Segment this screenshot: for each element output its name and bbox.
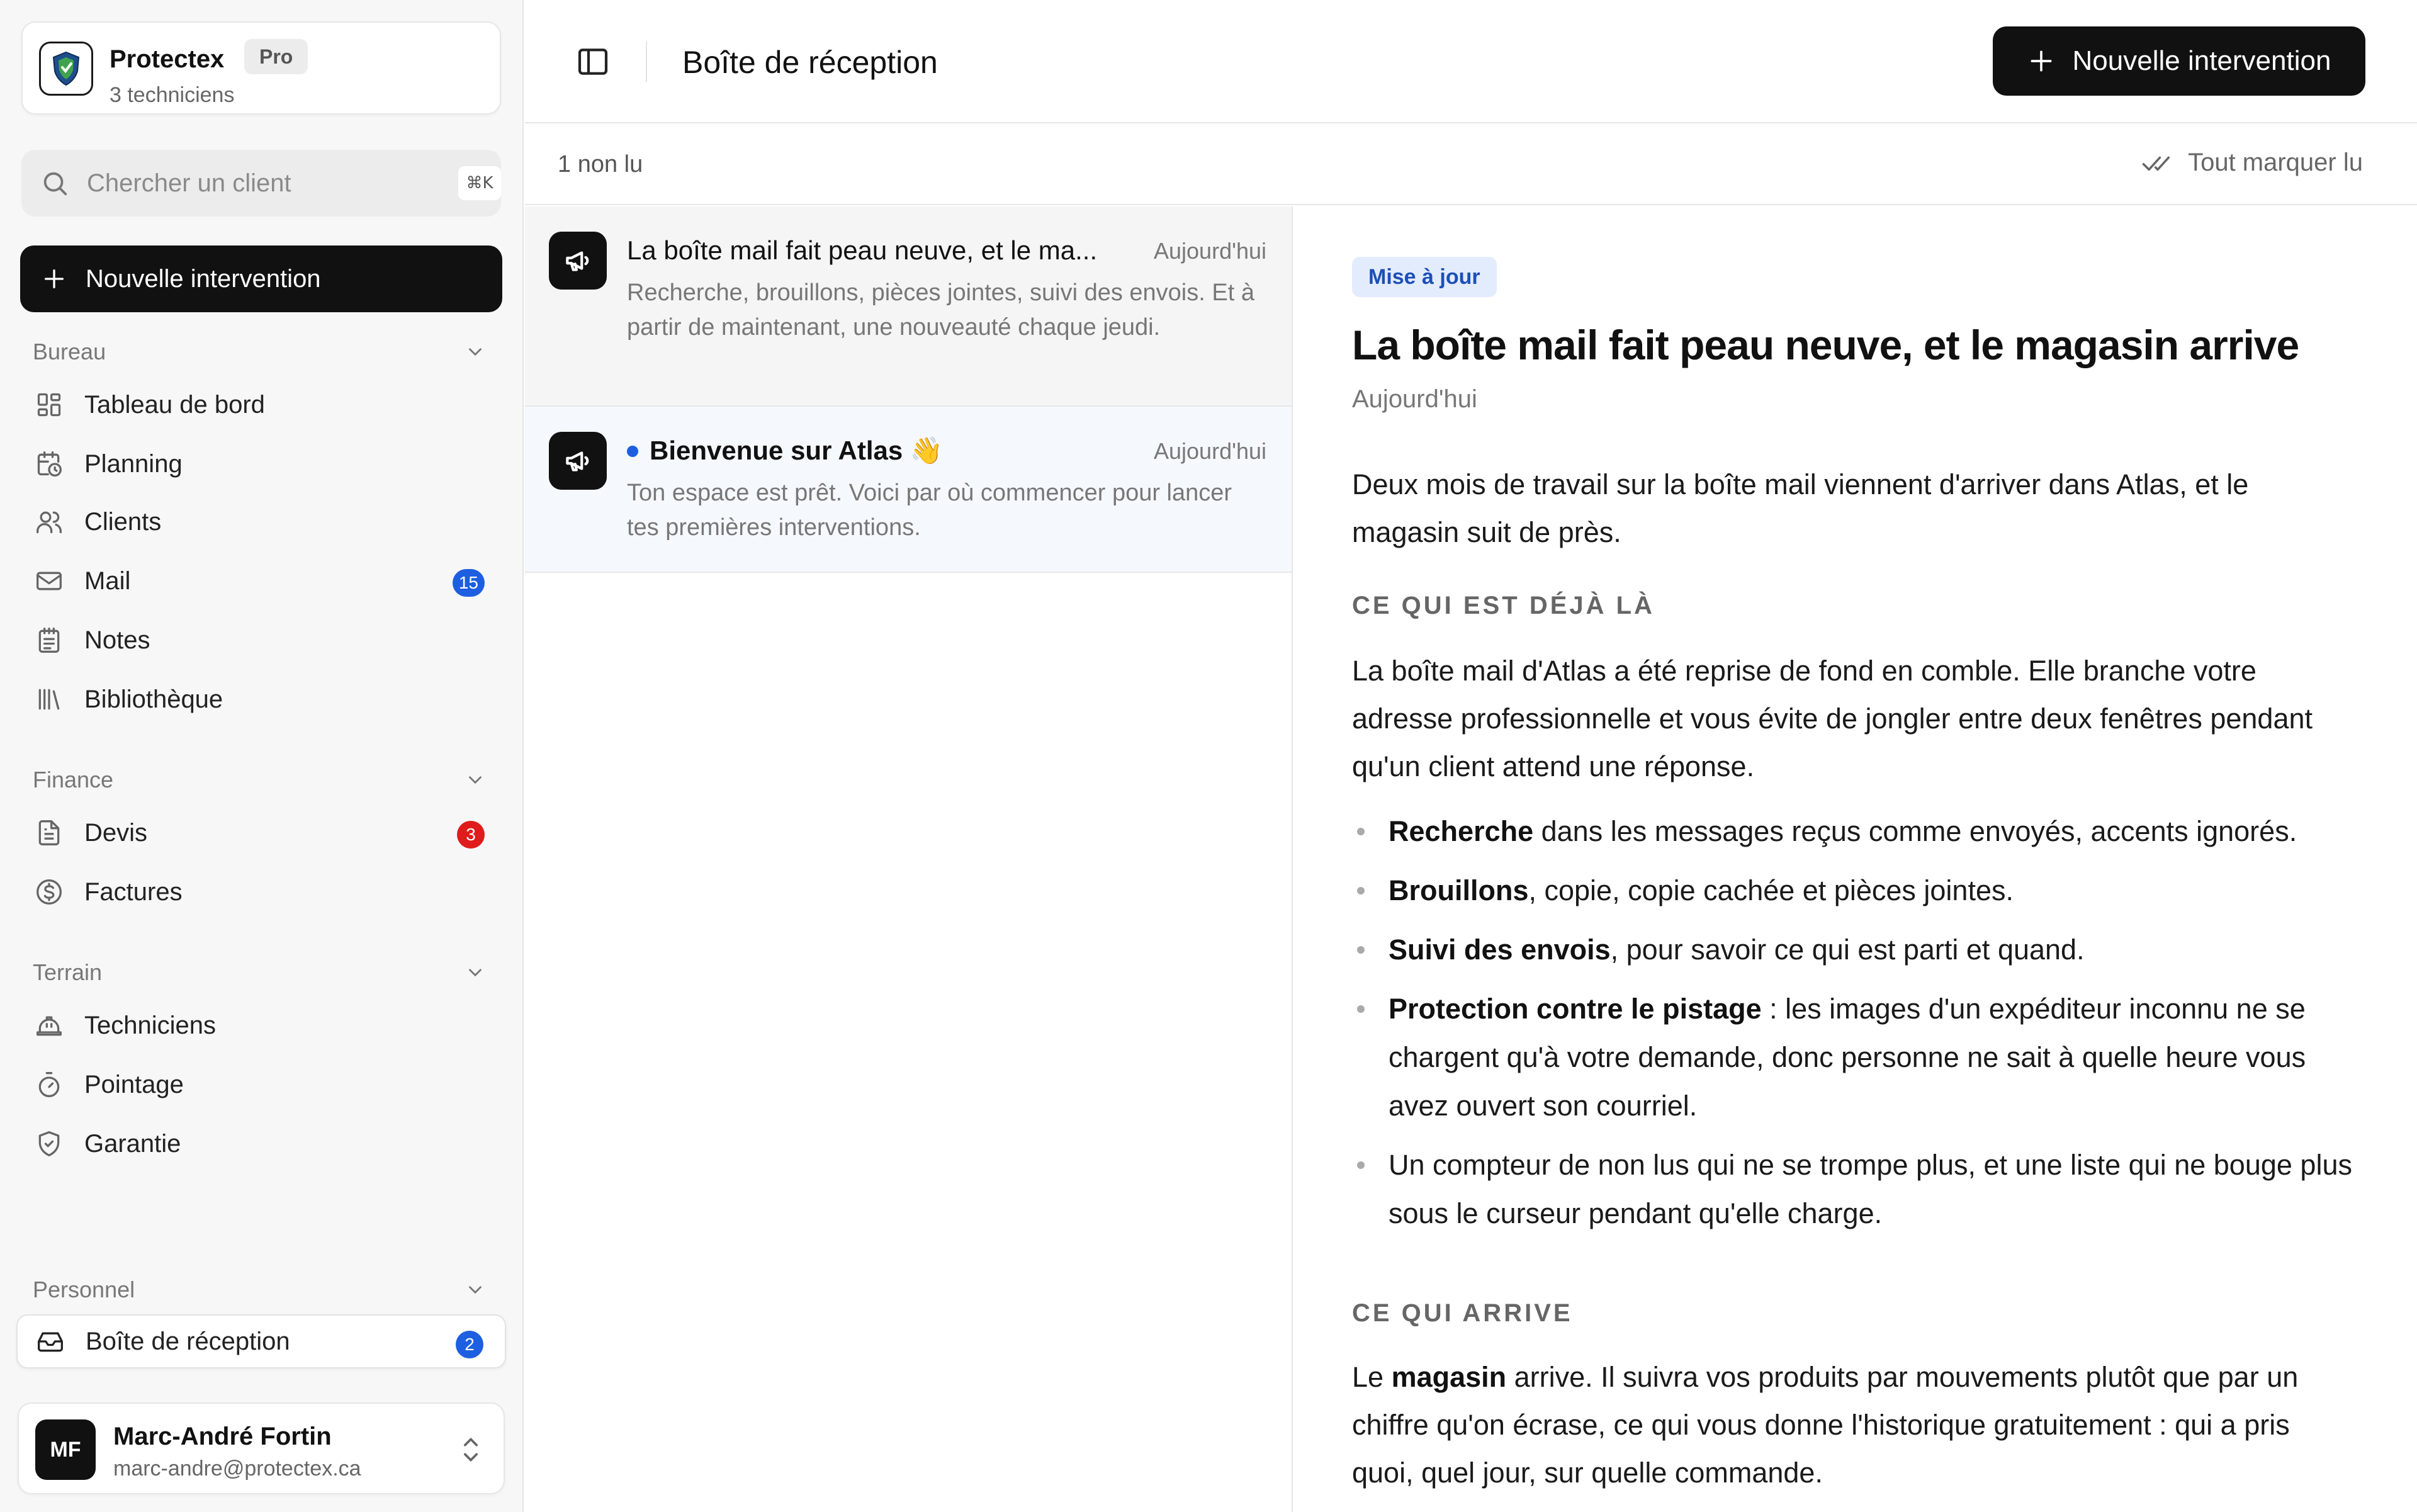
message-date: Aujourd'hui xyxy=(1154,438,1266,464)
sidebar-item-technicians[interactable] xyxy=(16,998,506,1052)
sidebar-item-timesheet[interactable] xyxy=(16,1058,506,1112)
megaphone-icon xyxy=(549,232,607,290)
list-item: Suivi des envois, pour savoir ce qui est parti et quand. xyxy=(1352,925,2372,974)
inbox-icon xyxy=(35,1326,65,1357)
list-item: Recherche dans les messages reçus comme envoyés, accents ignorés. xyxy=(1352,807,2372,855)
list-item: Un compteur de non lus qui ne se trompe plus, et une liste qui ne bouge plus sous le curseur pendant qu'elle charge. xyxy=(1352,1141,2372,1238)
org-logo xyxy=(39,42,93,96)
user-email: marc-andre@protectex.ca xyxy=(113,1457,361,1481)
search-input[interactable] xyxy=(87,164,439,203)
new-intervention-button-sidebar[interactable] xyxy=(20,245,502,312)
section-finance-toggle[interactable] xyxy=(33,764,486,796)
shortcut-hint: ⌘K xyxy=(458,166,501,200)
message-date: Aujourd'hui xyxy=(1154,238,1266,264)
new-intervention-button[interactable] xyxy=(1993,26,2365,96)
sidebar-item-label: Notes xyxy=(84,626,150,654)
sidebar-item-label: Mail xyxy=(84,567,131,595)
sidebar-item-label: Planning xyxy=(84,449,183,478)
section-heading: CE QUI ARRIVE xyxy=(1352,1299,1573,1327)
chevron-down-icon xyxy=(465,1279,486,1300)
message-subject: Bienvenue sur Atlas 👋 xyxy=(627,436,943,466)
sidebar xyxy=(0,0,524,1512)
new-intervention-label: Nouvelle intervention xyxy=(2072,45,2331,76)
message-subject: La boîte mail fait peau neuve, et le ma... xyxy=(627,235,1098,265)
feature-list xyxy=(1352,807,2372,1248)
notepad-icon xyxy=(34,625,64,655)
mark-all-read-button[interactable] xyxy=(2141,149,2363,177)
dashboard-icon xyxy=(34,390,64,420)
inbox-toolbar xyxy=(525,125,2417,205)
chevron-down-icon xyxy=(465,962,486,983)
message-list xyxy=(525,206,1293,1512)
new-intervention-label: Nouvelle intervention xyxy=(86,264,321,293)
avatar: MF xyxy=(35,1419,96,1480)
unread-dot xyxy=(627,446,638,457)
library-icon xyxy=(34,684,64,714)
sidebar-item-label: Devis xyxy=(84,818,148,847)
sidebar-item-mail[interactable] xyxy=(16,554,506,608)
quotes-count-badge: 3 xyxy=(457,821,485,849)
mail-count-badge: 15 xyxy=(453,569,485,597)
org-name: Protectex xyxy=(110,45,225,73)
sidebar-item-invoices[interactable] xyxy=(16,865,506,919)
calendar-clock-icon xyxy=(34,449,64,479)
chevron-down-icon xyxy=(465,341,486,363)
sidebar-item-library[interactable] xyxy=(16,672,506,726)
sidebar-item-label: Clients xyxy=(84,507,162,536)
inbox-count-badge: 2 xyxy=(456,1331,483,1358)
plus-icon xyxy=(2027,47,2055,75)
section-title: Personnel xyxy=(33,1277,135,1302)
message-preview: Ton espace est prêt. Voici par où commencer pour lancer tes premières interventions. xyxy=(627,480,1232,541)
sidebar-item-label: Factures xyxy=(84,877,183,906)
section-heading: CE QUI EST DÉJÀ LÀ xyxy=(1352,592,1655,619)
chevron-down-icon xyxy=(465,769,486,791)
megaphone-icon xyxy=(549,432,607,490)
mail-icon xyxy=(34,566,64,596)
user-name: Marc-André Fortin xyxy=(113,1423,332,1450)
list-item: Protection contre le pistage : les images d'un expéditeur inconnu ne se chargent qu'à votre demande, donc personne ne sait à quelle heure vous avez ouvert son courriel. xyxy=(1352,984,2372,1130)
org-subtitle: 3 techniciens xyxy=(110,83,235,107)
message-reader xyxy=(1352,206,2372,1512)
user-menu[interactable] xyxy=(18,1402,505,1494)
org-switcher[interactable] xyxy=(21,21,501,115)
article-title: La boîte mail fait peau neuve, et le magasin arrive xyxy=(1352,322,2299,368)
article-intro: Deux mois de travail sur la boîte mail viennent d'arriver dans Atlas, et le magasin suit de près. xyxy=(1352,468,2249,548)
sidebar-item-label: Bibliothèque xyxy=(84,685,223,713)
sidebar-toggle-icon[interactable] xyxy=(575,44,611,79)
list-item: Brouillons, copie, copie cachée et pièces jointes. xyxy=(1352,866,2372,915)
sidebar-item-dashboard[interactable] xyxy=(16,378,506,432)
sidebar-item-planning[interactable] xyxy=(16,437,506,491)
chevron-up-down-icon xyxy=(457,1433,485,1467)
shield-check-icon xyxy=(34,1129,64,1159)
sidebar-item-quotes[interactable] xyxy=(16,806,506,860)
section-title: Bureau xyxy=(33,339,106,364)
sidebar-item-notes[interactable] xyxy=(16,613,506,667)
section-personnel-toggle[interactable] xyxy=(33,1274,486,1306)
double-check-icon xyxy=(2141,150,2174,176)
sidebar-item-label: Techniciens xyxy=(84,1011,217,1039)
top-header xyxy=(525,0,2417,123)
section-terrain-toggle[interactable] xyxy=(33,957,486,988)
article-paragraph: La boîte mail d'Atlas a été reprise de fond en comble. Elle branche votre adresse professionnelle et vous évite de jongler entre deux fenêtres pendant qu'un client attend une réponse. xyxy=(1352,655,2313,782)
dollar-circle-icon xyxy=(34,877,64,907)
sidebar-item-label: Boîte de réception xyxy=(86,1327,290,1355)
plus-icon xyxy=(42,266,67,291)
message-item[interactable] xyxy=(525,407,1292,573)
article-date: Aujourd'hui xyxy=(1352,385,1477,413)
message-preview: Recherche, brouillons, pièces jointes, suivi des envois. Et à partir de maintenant, une nouveauté chaque jeudi. xyxy=(627,279,1254,341)
sidebar-item-label: Tableau de bord xyxy=(84,390,265,419)
users-icon xyxy=(34,507,64,537)
search-icon xyxy=(40,169,69,198)
article-paragraph: Le magasin arrive. Il suivra vos produits par mouvements plutôt que par un chiffre qu'on écrase, ce qui vous donne l'historique gratuitement : qui a pris quoi, quel jour, sur quelle commande. xyxy=(1352,1361,2299,1489)
section-title: Terrain xyxy=(33,959,103,985)
unread-count: 1 non lu xyxy=(558,151,643,178)
page-title: Boîte de réception xyxy=(682,45,938,80)
header-divider xyxy=(646,42,647,82)
section-title: Finance xyxy=(33,767,114,793)
sidebar-item-inbox[interactable] xyxy=(16,1314,506,1368)
sidebar-item-label: Garantie xyxy=(84,1129,181,1158)
document-icon xyxy=(34,818,64,848)
section-bureau-toggle[interactable] xyxy=(33,336,486,368)
plan-badge: Pro xyxy=(244,39,308,74)
hardhat-icon xyxy=(34,1010,64,1041)
stopwatch-icon xyxy=(34,1069,64,1100)
sidebar-item-clients[interactable] xyxy=(16,495,506,549)
message-item[interactable] xyxy=(525,206,1292,407)
mark-all-read-label: Tout marquer lu xyxy=(2188,149,2363,176)
client-search xyxy=(21,150,501,217)
sidebar-item-label: Pointage xyxy=(84,1070,184,1098)
update-tag: Mise à jour xyxy=(1352,257,1497,297)
sidebar-item-warranty[interactable] xyxy=(16,1117,506,1171)
